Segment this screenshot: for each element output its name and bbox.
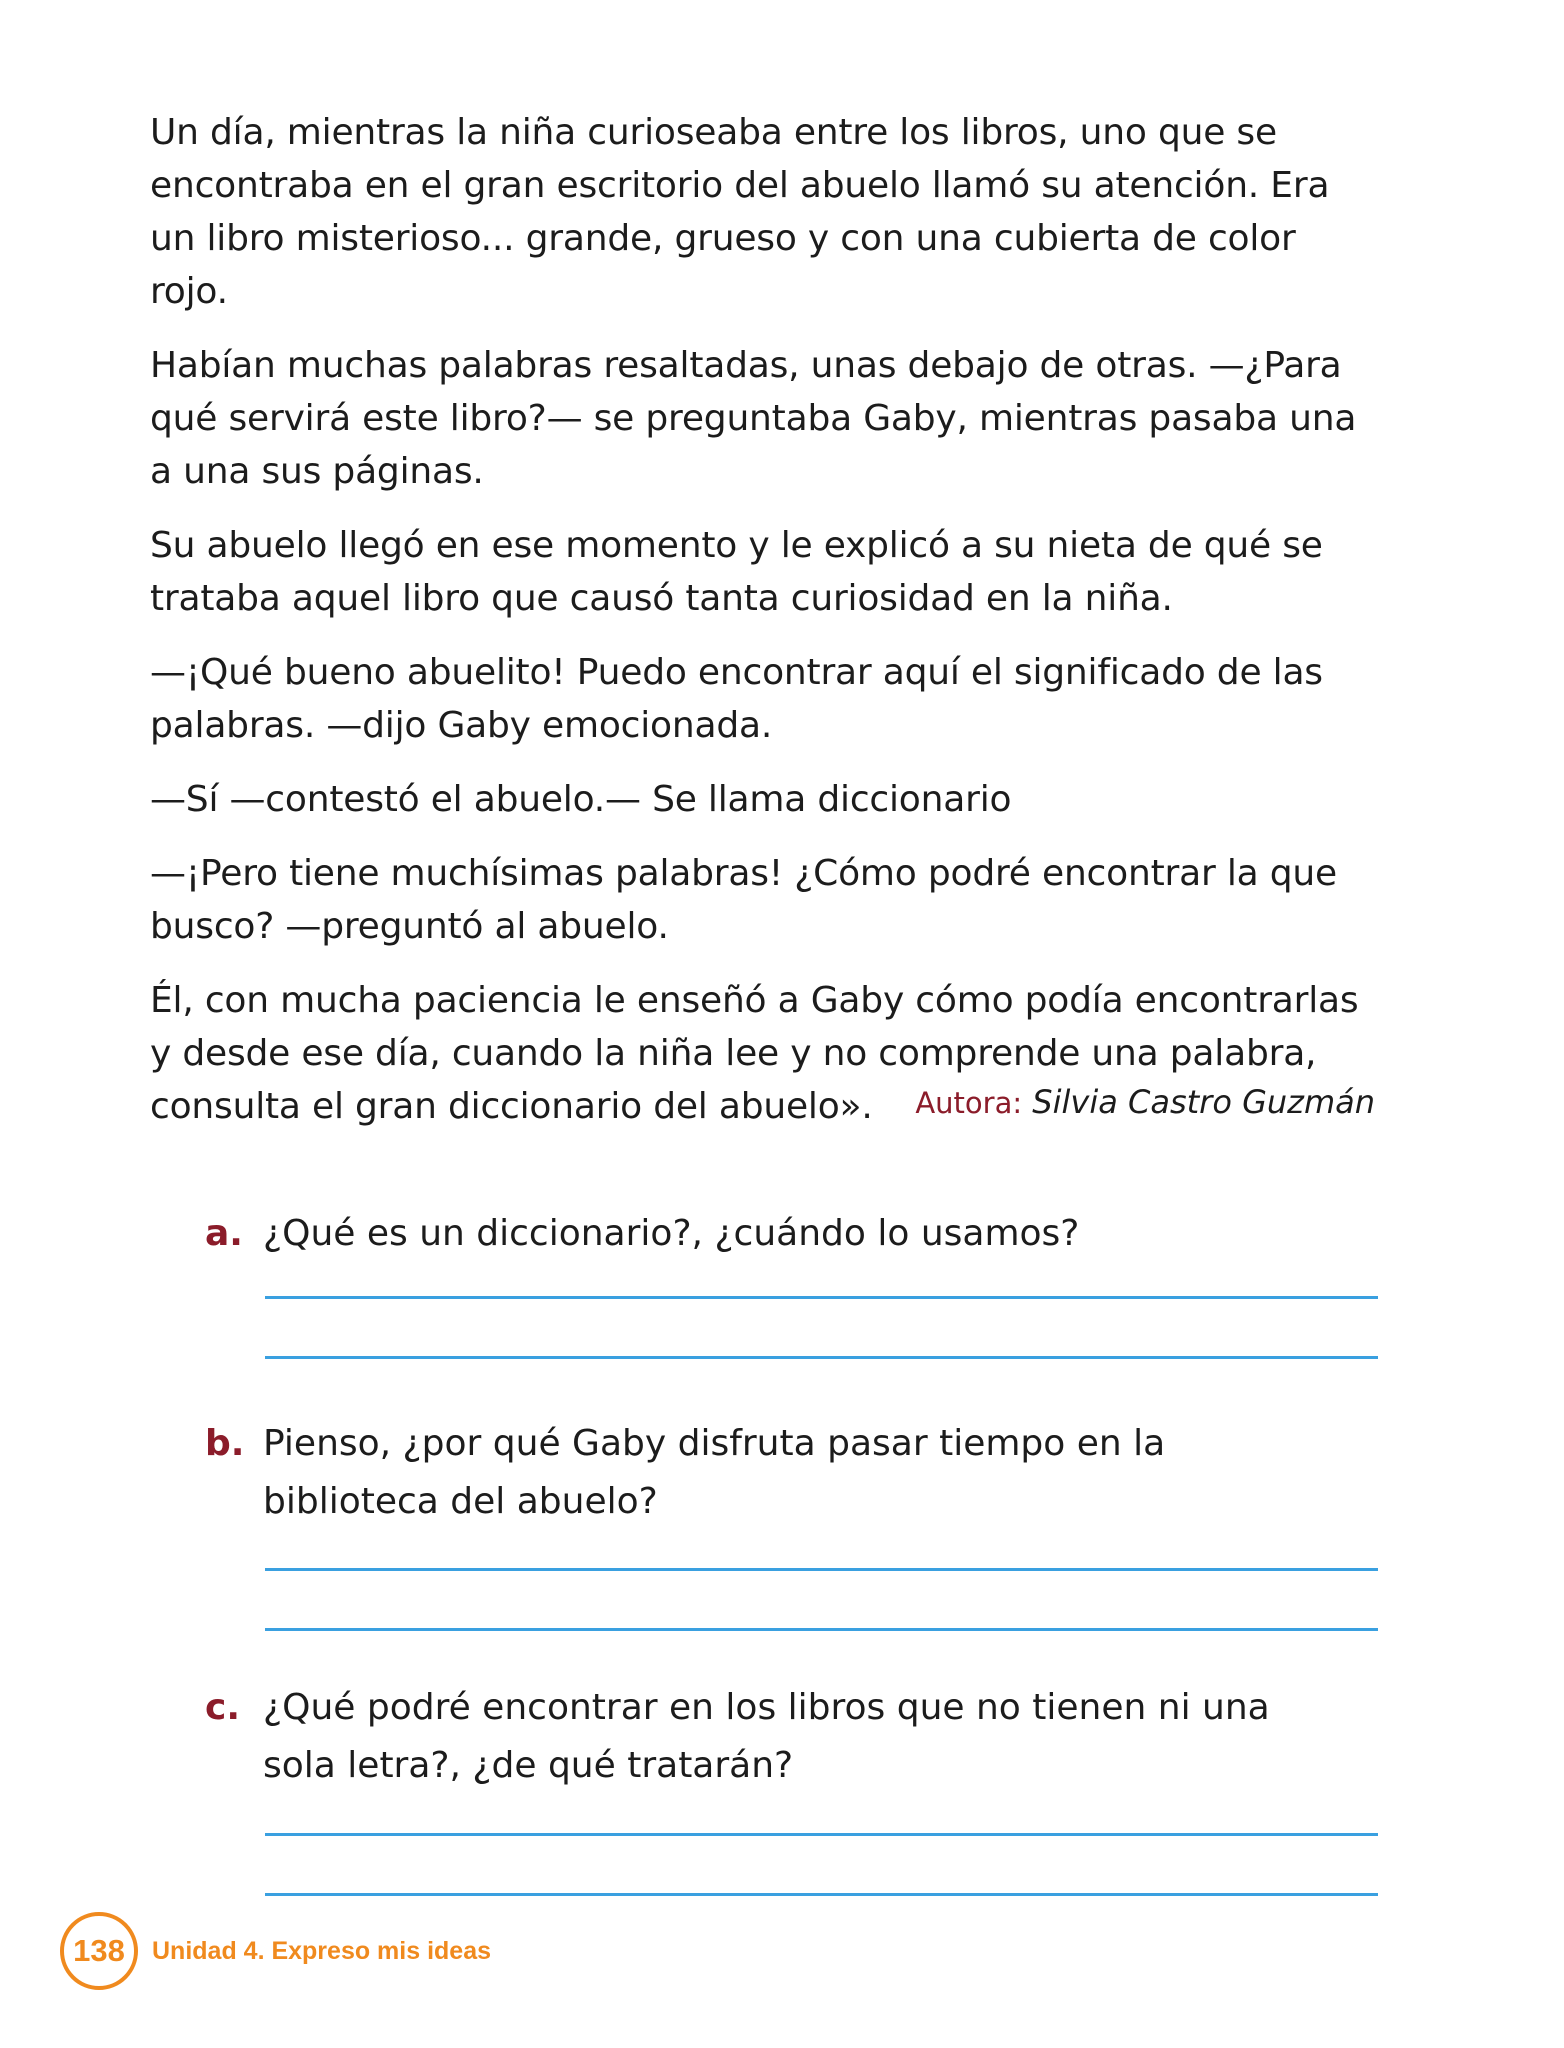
question-text: ¿Qué podré encontrar en los libros que no tienen ni una sola letra?, ¿de qué tratarán? xyxy=(263,1687,1270,1786)
question-c xyxy=(205,1679,1380,1795)
page-number: 138 xyxy=(73,1933,125,1968)
story-paragraph: —Sí —contestó el abuelo.— Se llama diccionario xyxy=(150,779,1012,820)
question-text: Pienso, ¿por qué Gaby disfruta pasar tiempo en la biblioteca del abuelo? xyxy=(263,1423,1166,1522)
question-letter: b. xyxy=(205,1423,245,1464)
author-credit xyxy=(915,1080,1375,1125)
question-a xyxy=(205,1205,1380,1263)
story-paragraph: Un día, mientras la niña curioseaba entre los libros, uno que se encontraba en el gran escritorio del abuelo llamó su atención. Era un libro misterioso... grande, grueso y con una cubierta de color rojo. xyxy=(150,112,1330,312)
unit-title: Unidad 4. Expreso mis ideas xyxy=(152,1936,492,1965)
answer-line[interactable] xyxy=(265,1356,1378,1359)
answer-line[interactable] xyxy=(265,1893,1378,1896)
answer-line[interactable] xyxy=(265,1833,1378,1836)
question-text: ¿Qué es un diccionario?, ¿cuándo lo usamos? xyxy=(263,1213,1080,1254)
story-text xyxy=(150,106,1380,1154)
answer-line[interactable] xyxy=(265,1628,1378,1631)
story-paragraph: Él, con mucha paciencia le enseñó a Gaby cómo podía encontrarlas y desde ese día, cuando la niña lee y no comprende una palabra, consulta el gran diccionario del abuelo». xyxy=(150,980,1359,1127)
question-letter: a. xyxy=(205,1213,243,1254)
story-paragraph: Habían muchas palabras resaltadas, unas debajo de otras. —¿Para qué servirá este libro?— se preguntaba Gaby, mientras pasaba una a una sus páginas. xyxy=(150,345,1357,492)
story-paragraph: —¡Pero tiene muchísimas palabras! ¿Cómo podré encontrar la que busco? —preguntó al abuelo. xyxy=(150,853,1337,947)
answer-line[interactable] xyxy=(265,1568,1378,1571)
question-b xyxy=(205,1415,1380,1531)
author-label: Autora: xyxy=(915,1086,1023,1120)
story-paragraph: Su abuelo llegó en ese momento y le explicó a su nieta de qué se trataba aquel libro que causó tanta curiosidad en la niña. xyxy=(150,525,1323,619)
story-paragraph: —¡Qué bueno abuelito! Puedo encontrar aquí el significado de las palabras. —dijo Gaby emocionada. xyxy=(150,652,1323,746)
page-footer xyxy=(60,1910,491,1992)
page-number-badge xyxy=(60,1912,138,1990)
question-letter: c. xyxy=(205,1687,241,1728)
answer-line[interactable] xyxy=(265,1296,1378,1299)
author-name: Silvia Castro Guzmán xyxy=(1032,1083,1375,1121)
